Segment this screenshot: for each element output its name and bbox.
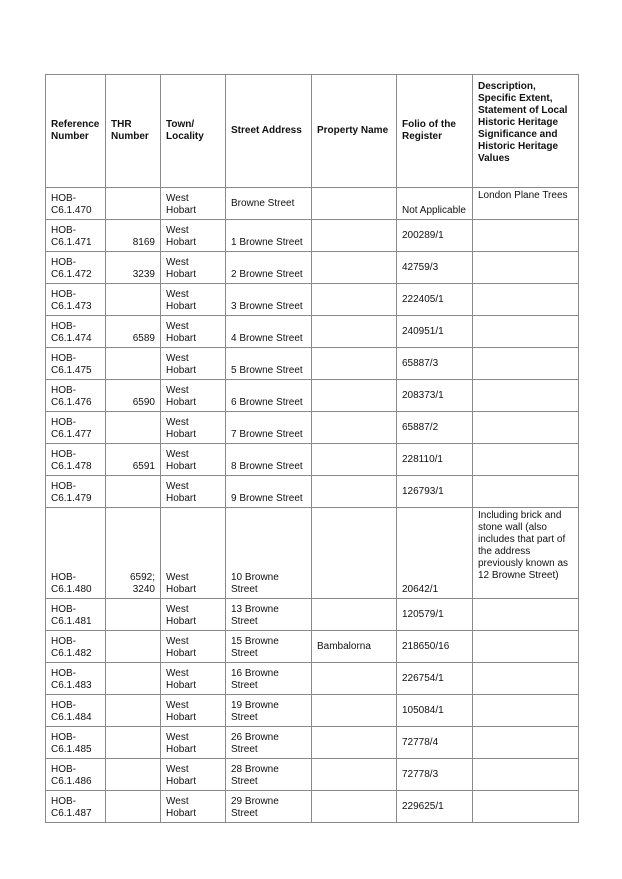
header-folio: Folio of the Register — [397, 75, 473, 188]
reference-number-cell: HOB-C6.1.485 — [46, 727, 106, 759]
street-address-cell: 29 Browne Street — [226, 791, 312, 823]
thr-number-cell — [106, 791, 161, 823]
street-address-cell: Browne Street — [226, 188, 312, 220]
folio-cell: 218650/16 — [397, 631, 473, 663]
table-row — [46, 348, 579, 380]
street-address-cell: 19 Browne Street — [226, 695, 312, 727]
description-cell: London Plane Trees — [473, 188, 579, 220]
reference-number-cell: HOB-C6.1.486 — [46, 759, 106, 791]
folio-cell: 72778/4 — [397, 727, 473, 759]
description-cell — [473, 631, 579, 663]
header-street-address: Street Address — [226, 75, 312, 188]
header-property-name: Property Name — [312, 75, 397, 188]
description-cell — [473, 380, 579, 412]
folio-cell: 208373/1 — [397, 380, 473, 412]
reference-number-cell: HOB-C6.1.476 — [46, 380, 106, 412]
property-name-cell — [312, 791, 397, 823]
folio-cell: 65887/2 — [397, 412, 473, 444]
town-locality-cell: West Hobart — [161, 380, 226, 412]
table-row — [46, 759, 579, 791]
table-header-row — [46, 75, 579, 188]
town-locality-cell: West Hobart — [161, 663, 226, 695]
town-locality-cell: West Hobart — [161, 695, 226, 727]
town-locality-cell: West Hobart — [161, 284, 226, 316]
property-name-cell — [312, 508, 397, 599]
property-name-cell — [312, 380, 397, 412]
town-locality-cell: West Hobart — [161, 508, 226, 599]
thr-number-cell — [106, 663, 161, 695]
description-cell — [473, 476, 579, 508]
description-cell — [473, 220, 579, 252]
thr-number-cell — [106, 412, 161, 444]
thr-number-cell — [106, 599, 161, 631]
town-locality-cell: West Hobart — [161, 759, 226, 791]
property-name-cell — [312, 284, 397, 316]
reference-number-cell: HOB-C6.1.474 — [46, 316, 106, 348]
thr-number-cell: 3239 — [106, 252, 161, 284]
thr-number-cell: 6591 — [106, 444, 161, 476]
town-locality-cell: West Hobart — [161, 252, 226, 284]
folio-cell: Not Applicable — [397, 188, 473, 220]
description-cell — [473, 444, 579, 476]
town-locality-cell: West Hobart — [161, 599, 226, 631]
reference-number-cell: HOB-C6.1.482 — [46, 631, 106, 663]
thr-number-cell — [106, 727, 161, 759]
folio-cell: 65887/3 — [397, 348, 473, 380]
header-thr-number: THR Number — [106, 75, 161, 188]
description-cell — [473, 348, 579, 380]
table-row — [46, 316, 579, 348]
header-description: Description, Specific Extent, Statement of Local Historic Heritage Significance and Historic Heritage Values — [473, 75, 579, 188]
property-name-cell — [312, 220, 397, 252]
table-row — [46, 412, 579, 444]
thr-number-cell: 8169 — [106, 220, 161, 252]
town-locality-cell: West Hobart — [161, 791, 226, 823]
street-address-cell: 4 Browne Street — [226, 316, 312, 348]
description-cell — [473, 727, 579, 759]
table-row — [46, 380, 579, 412]
reference-number-cell: HOB-C6.1.483 — [46, 663, 106, 695]
street-address-cell: 28 Browne Street — [226, 759, 312, 791]
description-cell: Including brick and stone wall (also includes that part of the address previously known as 12 Browne Street) — [473, 508, 579, 599]
description-cell — [473, 284, 579, 316]
street-address-cell: 7 Browne Street — [226, 412, 312, 444]
description-cell — [473, 759, 579, 791]
town-locality-cell: West Hobart — [161, 444, 226, 476]
property-name-cell — [312, 444, 397, 476]
table-row — [46, 599, 579, 631]
property-name-cell — [312, 476, 397, 508]
reference-number-cell: HOB-C6.1.470 — [46, 188, 106, 220]
street-address-cell: 26 Browne Street — [226, 727, 312, 759]
street-address-cell: 10 Browne Street — [226, 508, 312, 599]
street-address-cell: 3 Browne Street — [226, 284, 312, 316]
street-address-cell: 9 Browne Street — [226, 476, 312, 508]
street-address-cell: 5 Browne Street — [226, 348, 312, 380]
folio-cell: 42759/3 — [397, 252, 473, 284]
thr-number-cell — [106, 631, 161, 663]
reference-number-cell: HOB-C6.1.478 — [46, 444, 106, 476]
description-cell — [473, 412, 579, 444]
town-locality-cell: West Hobart — [161, 316, 226, 348]
property-name-cell — [312, 695, 397, 727]
description-cell — [473, 316, 579, 348]
table-row — [46, 791, 579, 823]
reference-number-cell: HOB-C6.1.473 — [46, 284, 106, 316]
folio-cell: 200289/1 — [397, 220, 473, 252]
thr-number-cell — [106, 348, 161, 380]
table-row — [46, 695, 579, 727]
folio-cell: 20642/1 — [397, 508, 473, 599]
table-row — [46, 444, 579, 476]
reference-number-cell: HOB-C6.1.481 — [46, 599, 106, 631]
property-name-cell — [312, 348, 397, 380]
thr-number-cell — [106, 284, 161, 316]
thr-number-cell — [106, 695, 161, 727]
table-row — [46, 220, 579, 252]
street-address-cell: 2 Browne Street — [226, 252, 312, 284]
property-name-cell — [312, 188, 397, 220]
reference-number-cell: HOB-C6.1.472 — [46, 252, 106, 284]
property-name-cell — [312, 316, 397, 348]
heritage-register-table — [45, 74, 579, 823]
town-locality-cell: West Hobart — [161, 348, 226, 380]
reference-number-cell: HOB-C6.1.479 — [46, 476, 106, 508]
thr-number-cell — [106, 759, 161, 791]
folio-cell: 222405/1 — [397, 284, 473, 316]
folio-cell: 226754/1 — [397, 663, 473, 695]
thr-number-cell: 6589 — [106, 316, 161, 348]
description-cell — [473, 791, 579, 823]
table-row — [46, 508, 579, 599]
town-locality-cell: West Hobart — [161, 188, 226, 220]
property-name-cell — [312, 599, 397, 631]
town-locality-cell: West Hobart — [161, 727, 226, 759]
town-locality-cell: West Hobart — [161, 412, 226, 444]
table-row — [46, 631, 579, 663]
folio-cell: 240951/1 — [397, 316, 473, 348]
description-cell — [473, 252, 579, 284]
town-locality-cell: West Hobart — [161, 476, 226, 508]
property-name-cell — [312, 727, 397, 759]
property-name-cell — [312, 412, 397, 444]
property-name-cell — [312, 759, 397, 791]
table-row — [46, 188, 579, 220]
table-row — [46, 476, 579, 508]
table-row — [46, 727, 579, 759]
header-town-locality: Town/ Locality — [161, 75, 226, 188]
town-locality-cell: West Hobart — [161, 631, 226, 663]
thr-number-cell: 6592; 3240 — [106, 508, 161, 599]
street-address-cell: 6 Browne Street — [226, 380, 312, 412]
table-row — [46, 663, 579, 695]
description-cell — [473, 599, 579, 631]
street-address-cell: 13 Browne Street — [226, 599, 312, 631]
folio-cell: 105084/1 — [397, 695, 473, 727]
description-cell — [473, 695, 579, 727]
folio-cell: 120579/1 — [397, 599, 473, 631]
property-name-cell — [312, 252, 397, 284]
thr-number-cell — [106, 188, 161, 220]
table-row — [46, 252, 579, 284]
street-address-cell: 15 Browne Street — [226, 631, 312, 663]
reference-number-cell: HOB-C6.1.480 — [46, 508, 106, 599]
folio-cell: 126793/1 — [397, 476, 473, 508]
table-row — [46, 284, 579, 316]
reference-number-cell: HOB-C6.1.484 — [46, 695, 106, 727]
street-address-cell: 16 Browne Street — [226, 663, 312, 695]
thr-number-cell: 6590 — [106, 380, 161, 412]
folio-cell: 229625/1 — [397, 791, 473, 823]
folio-cell: 228110/1 — [397, 444, 473, 476]
thr-number-cell — [106, 476, 161, 508]
reference-number-cell: HOB-C6.1.475 — [46, 348, 106, 380]
street-address-cell: 1 Browne Street — [226, 220, 312, 252]
reference-number-cell: HOB-C6.1.487 — [46, 791, 106, 823]
folio-cell: 72778/3 — [397, 759, 473, 791]
property-name-cell — [312, 663, 397, 695]
description-cell — [473, 663, 579, 695]
property-name-cell: Bambalorna — [312, 631, 397, 663]
reference-number-cell: HOB-C6.1.477 — [46, 412, 106, 444]
town-locality-cell: West Hobart — [161, 220, 226, 252]
reference-number-cell: HOB-C6.1.471 — [46, 220, 106, 252]
header-reference-number: Reference Number — [46, 75, 106, 188]
street-address-cell: 8 Browne Street — [226, 444, 312, 476]
